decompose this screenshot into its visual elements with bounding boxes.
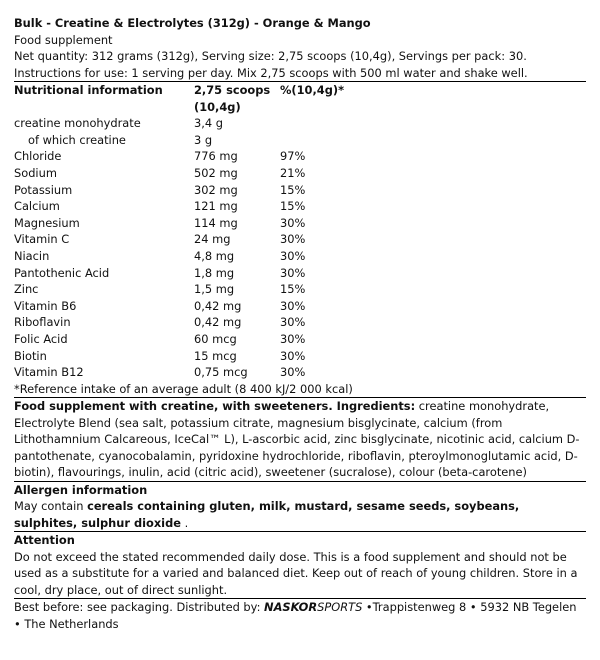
nutrient-name: Sodium — [14, 165, 57, 180]
nutrient-name: Pantothenic Acid — [14, 265, 110, 280]
nutrient-percent: 30% — [280, 315, 306, 330]
distributor-brand — [264, 600, 362, 614]
nutrient-amount: 114 mg — [194, 215, 238, 230]
nutrient-percent: 30% — [280, 298, 306, 313]
nutrition-header-percent: %(10,4g)* — [280, 83, 345, 97]
nutrient-percent: 97% — [280, 149, 306, 164]
nutrition-table — [14, 82, 586, 381]
nutrient-percent: 15% — [280, 199, 306, 214]
nutrient-amount: 4,8 mg — [194, 248, 235, 263]
nutrient-percent — [280, 132, 586, 149]
nutrient-name: creatine monohydrate — [14, 116, 141, 131]
nutrient-amount: 121 mg — [194, 199, 238, 214]
nutrient-name: Potassium — [14, 182, 73, 197]
nutrient-name: Calcium — [14, 199, 60, 214]
nutrient-percent: 30% — [280, 215, 306, 230]
attention-text: Do not exceed the stated recommended daily dose. This is a food supplement and should not be used as a substitute for a varied and balanced diet. Keep out of reach of young children. Store in a cool, dry place, out of direct sunlight. — [14, 549, 578, 597]
nutrition-row — [14, 231, 586, 248]
ingredients-section — [14, 398, 586, 481]
nutrition-row — [14, 148, 586, 165]
allergen-items: cereals containing gluten, milk, mustard, sesame seeds, soybeans, sulphites, sulphur dioxide — [14, 499, 520, 530]
nutrition-row — [14, 215, 586, 232]
ingredients-heading: Food supplement with creatine, with sweeteners. Ingredients: — [14, 399, 416, 414]
label-document — [0, 15, 600, 632]
nutrition-header-serving-line2: (10,4g) — [194, 99, 241, 114]
nutrient-amount: 776 mg — [194, 149, 238, 164]
nutrient-amount: 15 mcg — [194, 348, 237, 363]
nutrition-row — [14, 265, 586, 282]
attention-heading: Attention — [14, 533, 75, 548]
nutrition-header-row-2 — [14, 99, 586, 116]
nutrient-amount: 1,5 mg — [194, 282, 235, 297]
allergen-section — [14, 498, 586, 531]
allergen-suffix: . — [180, 515, 189, 530]
product-title: Bulk - Creatine & Electrolytes (312g) - Orange & Mango — [14, 16, 371, 30]
nutrition-row — [14, 348, 586, 365]
footer-address: •Trappistenweg 8 • 5932 NB Tegelen • The Netherlands — [14, 600, 577, 631]
allergen-heading: Allergen information — [14, 482, 148, 497]
nutrient-name: Vitamin C — [14, 232, 70, 247]
nutrient-percent: 15% — [280, 182, 306, 197]
nutrient-percent: 30% — [280, 248, 306, 263]
nutrient-amount: 1,8 mg — [194, 265, 235, 280]
nutrition-header-row — [14, 82, 586, 99]
nutrient-amount: 3 g — [194, 132, 213, 147]
nutrition-row — [14, 298, 586, 315]
nutrient-percent: 30% — [280, 348, 306, 363]
nutrition-header-label: Nutritional information — [14, 83, 163, 97]
nutrient-name: Folic Acid — [14, 331, 68, 346]
nutrition-row — [14, 165, 586, 182]
distributor-brand-bold: NASKOR — [264, 600, 318, 615]
nutrient-amount: 502 mg — [194, 165, 238, 180]
nutrition-footnote: *Reference intake of an average adult (8 400 kJ/2 000 kcal) — [14, 381, 353, 396]
nutrient-name: Magnesium — [14, 215, 80, 230]
nutrient-percent: 30% — [280, 265, 306, 280]
nutrient-amount: 0,75 mcg — [194, 365, 248, 380]
allergen-prefix: May contain — [14, 499, 88, 514]
nutrient-name: Niacin — [14, 248, 50, 263]
nutrient-amount: 0,42 mg — [194, 315, 242, 330]
nutrient-name: Biotin — [14, 348, 47, 363]
nutrient-percent: 30% — [280, 365, 306, 380]
nutrition-row — [14, 281, 586, 298]
nutrient-amount: 3,4 g — [194, 116, 223, 131]
instructions-line: Instructions for use: 1 serving per day. Mix 2,75 scoops with 500 ml water and shake well. — [14, 65, 528, 80]
nutrient-amount: 0,42 mg — [194, 298, 242, 313]
nutrition-row — [14, 198, 586, 215]
footer-section — [14, 599, 586, 632]
nutrient-name: Zinc — [14, 282, 39, 297]
nutrient-amount: 24 mg — [194, 232, 231, 247]
nutrition-row — [14, 182, 586, 199]
nutrition-row — [14, 331, 586, 348]
nutrient-name: Vitamin B6 — [14, 298, 77, 313]
nutrient-name: Riboflavin — [14, 315, 71, 330]
nutrition-row — [14, 132, 586, 149]
nutrition-row — [14, 248, 586, 265]
footer-prefix: Best before: see packaging. Distributed by: — [14, 600, 265, 615]
distributor-brand-italic: SPORTS — [317, 600, 363, 615]
ingredients-text: creatine monohydrate, Electrolyte Blend (sea salt, potassium citrate, magnesium bisglycinate, calcium (from Lithothamnium Calcareous, IceCal™ L), L-ascorbic acid, zinc bisglycinate, nicotinic acid, calcium D-pantothenate, cyanocobalamin, pyridoxine hydrochloride, riboflavin, pteroylmonoglutamic acid, D-biotin), flavourings, inulin, acid (citric acid), sweetener (sucralose), colour (beta-carotene) — [14, 399, 580, 480]
nutrient-amount: 302 mg — [194, 182, 238, 197]
nutrient-percent — [280, 115, 586, 132]
nutrition-header-serving-line1: 2,75 scoops — [194, 83, 271, 97]
nutrient-percent: 15% — [280, 282, 306, 297]
nutrition-row — [14, 364, 586, 381]
nutrient-name: of which creatine — [28, 132, 126, 147]
nutrition-row — [14, 314, 586, 331]
nutrient-name: Chloride — [14, 149, 62, 164]
nutrition-header-serving — [194, 82, 280, 99]
nutrient-name: Vitamin B12 — [14, 365, 84, 380]
quantity-line: Net quantity: 312 grams (312g), Serving size: 2,75 scoops (10,4g), Servings per pack: 30. — [14, 49, 527, 63]
nutrient-percent: 30% — [280, 232, 306, 247]
nutrient-percent: 21% — [280, 165, 306, 180]
nutrient-percent: 30% — [280, 331, 306, 346]
nutrition-row — [14, 115, 586, 132]
nutrient-amount: 60 mcg — [194, 331, 237, 346]
product-subtitle: Food supplement — [14, 32, 113, 47]
